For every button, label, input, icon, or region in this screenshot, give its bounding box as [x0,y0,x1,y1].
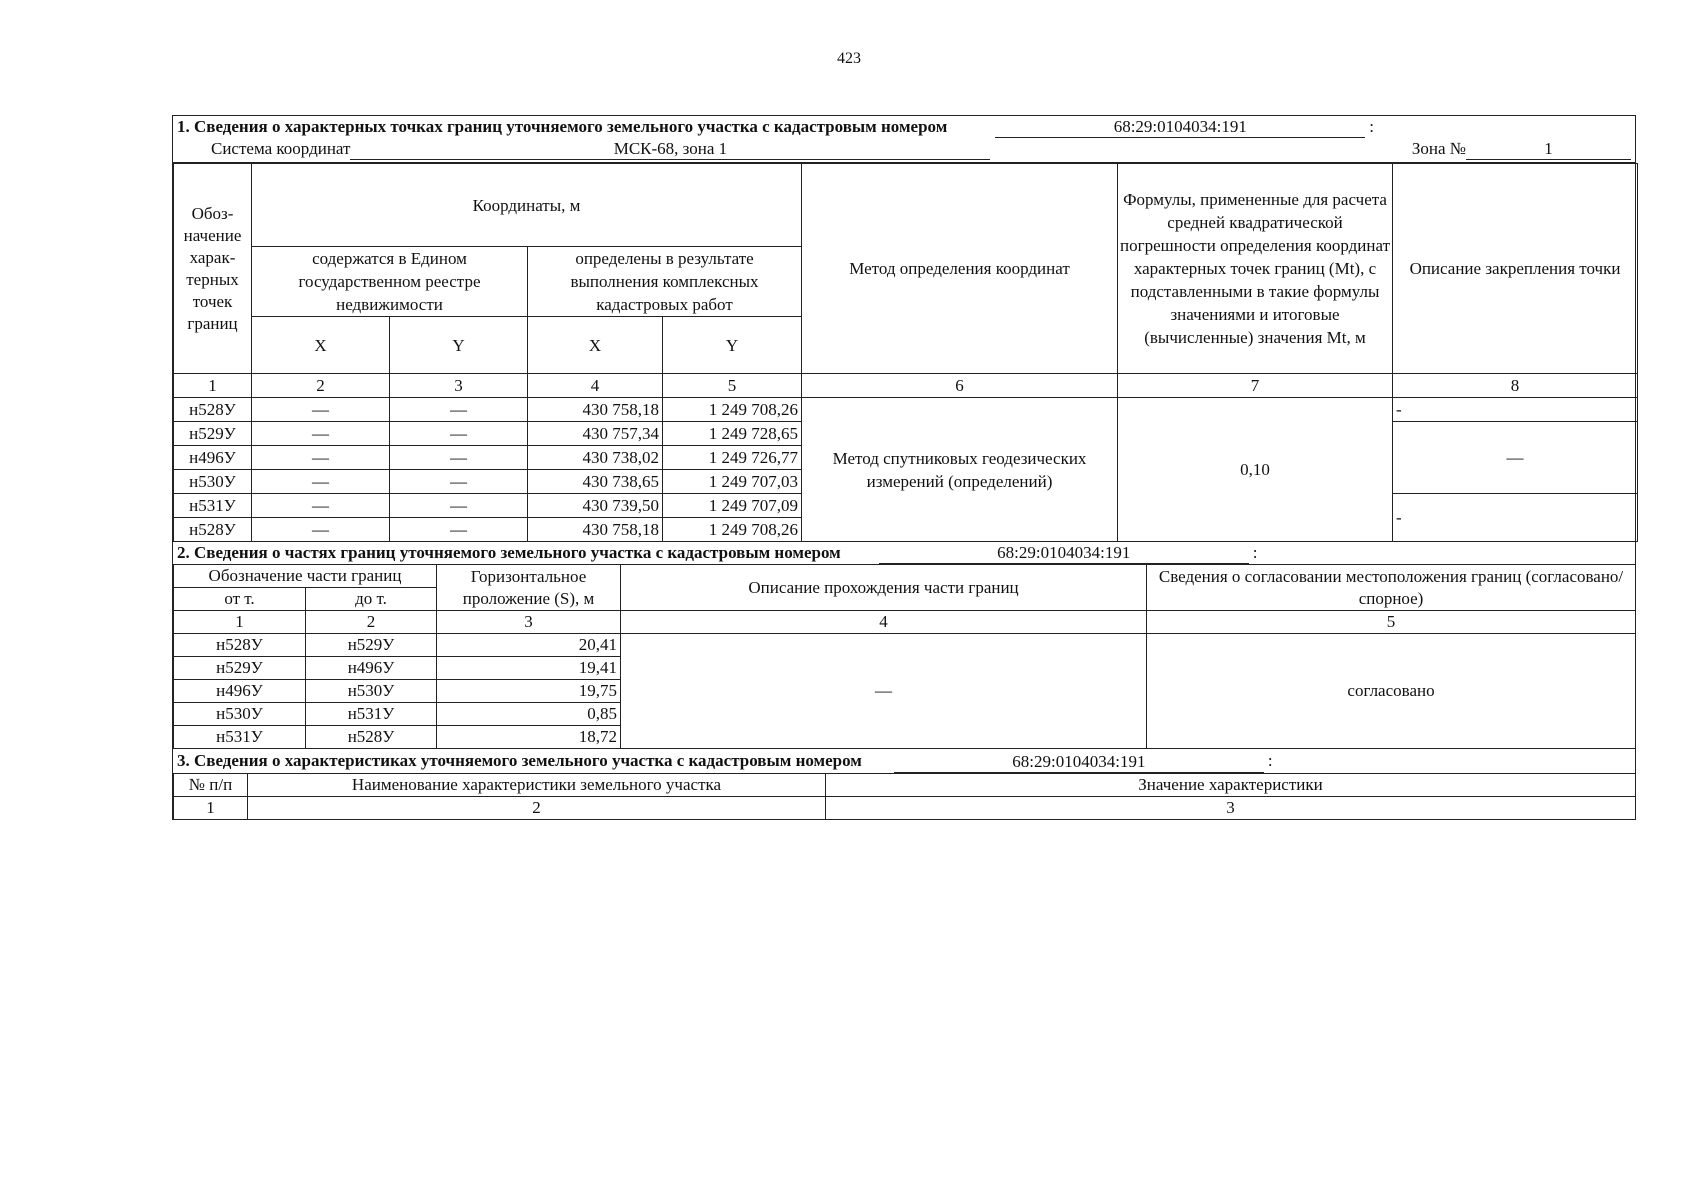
section2-cadastral-number: 68:29:0104034:191 [879,543,1249,564]
header-coordinates: Координаты, м [252,164,802,247]
header-y-egrn: Y [390,317,528,374]
method-value: Метод спутниковых геодезических измерений (определений) [802,398,1118,542]
part-distance: 18,72 [437,726,621,749]
fixing-middle: — [1393,422,1638,494]
section2-title: 2. Сведения о частях границ уточняемого земельного участка с кадастровым номером [177,543,841,562]
part-distance: 19,41 [437,657,621,680]
mt-value: 0,10 [1118,398,1393,542]
part-distance: 20,41 [437,634,621,657]
y-egrn: — [390,398,528,422]
col-number: 3 [437,611,621,634]
col-number: 6 [802,374,1118,398]
header-y-kkr: Y [663,317,802,374]
description-value: — [621,634,1147,749]
y-egrn: — [390,494,528,518]
col-number: 4 [621,611,1147,634]
point-name: н528У [174,518,252,542]
x-egrn: — [252,398,390,422]
part-from: н528У [174,634,306,657]
coord-system-label: Система координат [211,139,351,158]
section3-cadastral-number: 68:29:0104034:191 [894,752,1264,773]
x-value: 430 738,02 [528,446,663,470]
characteristics-table [173,774,1636,819]
col-number: 3 [826,797,1636,820]
table-row [174,398,1638,422]
header-x-kkr: X [528,317,663,374]
fixing-bottom: - [1393,494,1638,542]
x-value: 430 738,65 [528,470,663,494]
section1-title: 1. Сведения о характерных точках границ уточняемого земельного участка с кадастровым номером [177,117,948,136]
col-number: 2 [248,797,826,820]
fixing-top: - [1393,398,1638,422]
points-table [173,163,1638,542]
x-egrn: — [252,470,390,494]
section1-colon: : [1369,117,1375,136]
y-value: 1 249 708,26 [663,398,802,422]
part-to: н496У [306,657,437,680]
table-row [174,634,1636,657]
header-method: Метод определения координат [802,164,1118,374]
part-distance: 0,85 [437,703,621,726]
part-to: н530У [306,680,437,703]
x-egrn: — [252,446,390,470]
part-distance: 19,75 [437,680,621,703]
col-number: 5 [1147,611,1636,634]
y-egrn: — [390,470,528,494]
col-number: 2 [306,611,437,634]
header-kkr: определены в результате выполнения комплексных кадастровых работ [528,247,802,317]
header-description: Описание прохождения части границ [621,565,1147,611]
y-value: 1 249 708,26 [663,518,802,542]
y-value: 1 249 707,03 [663,470,802,494]
section3-title-line [173,749,1635,774]
x-egrn: — [252,518,390,542]
header-to: до т. [306,588,437,611]
header-formulas: Формулы, примененные для расчета средней квадратической погрешности определения координат характерных точек границ (Mt), с подставленными в такие формулы значениями и итоговые (вычисленные) значения Mt, м [1118,164,1393,374]
col-number: 3 [390,374,528,398]
point-name: н531У [174,494,252,518]
part-from: н529У [174,657,306,680]
header-x-egrn: X [252,317,390,374]
header-num: № п/п [174,774,248,797]
col-number: 5 [663,374,802,398]
col-number: 1 [174,797,248,820]
x-egrn: — [252,422,390,446]
agreement-value: согласовано [1147,634,1636,749]
coord-system-line [173,138,1635,163]
header-horizontal: Горизонтальное проложение (S), м [437,565,621,611]
point-name: н529У [174,422,252,446]
section3-title: 3. Сведения о характеристиках уточняемого земельного участка с кадастровым номером [177,751,862,770]
header-name: Наименование характеристики земельного участка [248,774,826,797]
header-from: от т. [174,588,306,611]
part-from: н530У [174,703,306,726]
y-value: 1 249 728,65 [663,422,802,446]
header-agreement: Сведения о согласовании местоположения границ (согласовано/спорное) [1147,565,1636,611]
y-value: 1 249 726,77 [663,446,802,470]
x-value: 430 739,50 [528,494,663,518]
col-number: 4 [528,374,663,398]
section2-colon: : [1252,543,1258,562]
section1-cadastral-number: 68:29:0104034:191 [995,117,1365,138]
x-value: 430 758,18 [528,518,663,542]
column-numbers-row [174,374,1638,398]
part-to: н529У [306,634,437,657]
point-name: н496У [174,446,252,470]
coord-system-value: МСК-68, зона 1 [350,139,990,160]
section2-title-line [173,542,1635,565]
col-number: 1 [174,374,252,398]
y-value: 1 249 707,09 [663,494,802,518]
x-egrn: — [252,494,390,518]
x-value: 430 758,18 [528,398,663,422]
point-name: н530У [174,470,252,494]
y-egrn: — [390,446,528,470]
header-fixing: Описание закрепления точки [1393,164,1638,374]
part-to: н531У [306,703,437,726]
part-from: н531У [174,726,306,749]
col-number: 7 [1118,374,1393,398]
col-number: 8 [1393,374,1638,398]
header-egrn: содержатся в Едином государственном реестре недвижимости [252,247,528,317]
part-from: н496У [174,680,306,703]
section3-colon: : [1267,751,1273,770]
header-value: Значение характеристики [826,774,1636,797]
part-to: н528У [306,726,437,749]
page-number: 423 [837,50,861,67]
zone-label: Зона № [1411,139,1466,158]
zone-value: 1 [1466,139,1631,160]
boundary-parts-table [173,565,1636,749]
col-number: 2 [252,374,390,398]
point-name: н528У [174,398,252,422]
x-value: 430 757,34 [528,422,663,446]
y-egrn: — [390,422,528,446]
col-number: 1 [174,611,306,634]
cadastral-document [172,115,1636,820]
header-part-designation: Обозначение части границ [174,565,437,588]
header-designation: Обоз-начение харак-терных точек границ [174,164,252,374]
y-egrn: — [390,518,528,542]
section1-title-line [173,116,1635,138]
column-numbers-row [174,611,1636,634]
column-numbers-row [174,797,1636,820]
